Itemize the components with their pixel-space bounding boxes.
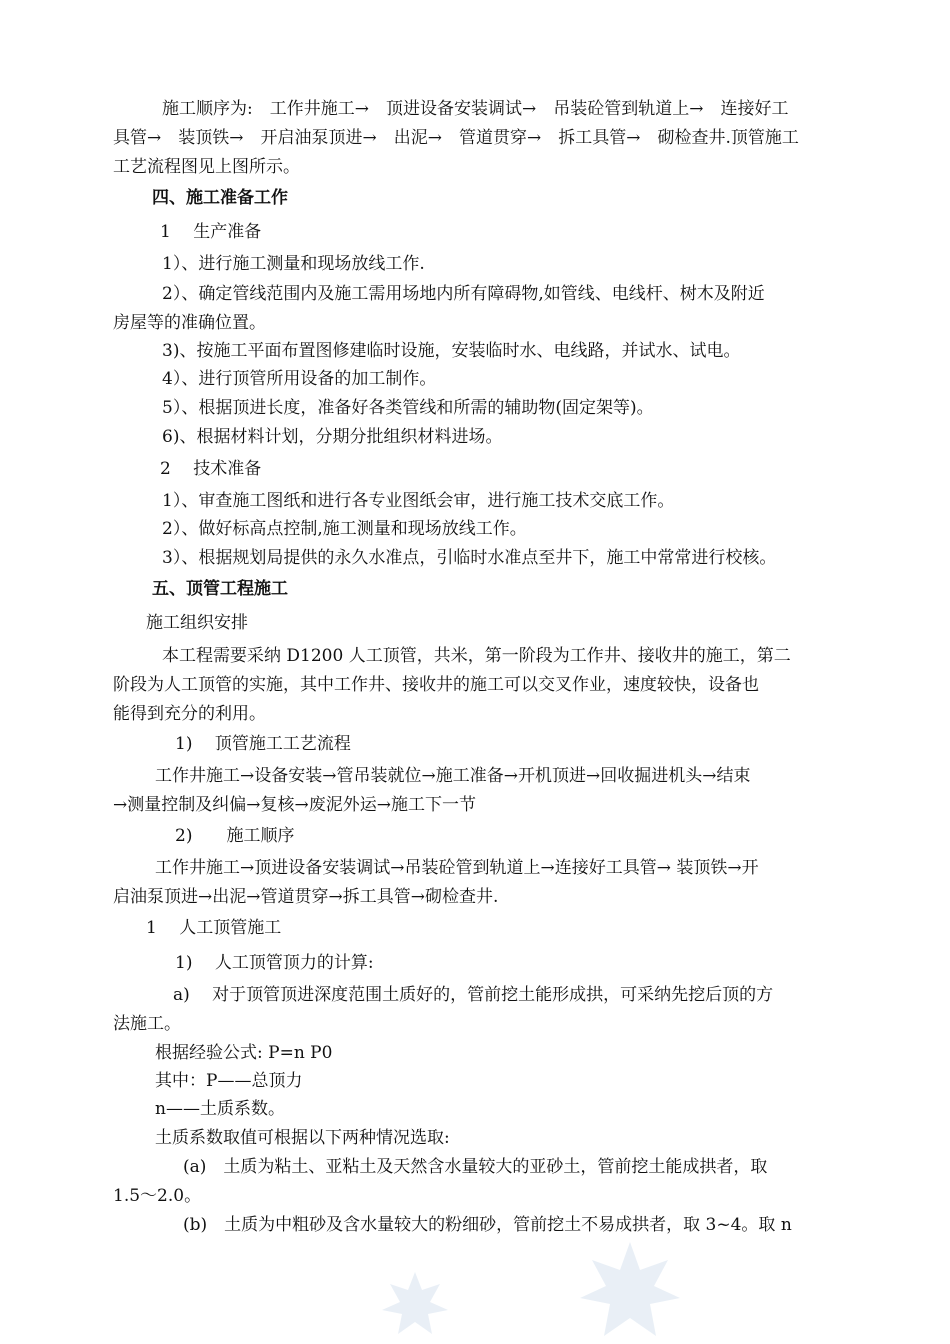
list-item: 6)、根据材料计划，分期分批组织材料进场。: [162, 427, 503, 447]
text-line: (b) 土质为中粗砂及含水量较大的粉细砂，管前挖土不易成拱者，取 3~4。取 n: [183, 1215, 792, 1235]
text-line: 本工程需要采纳 D1200 人工顶管，共米，第一阶段为工作井、接收井的施工，第二: [162, 646, 791, 666]
section-heading: 四、施工准备工作: [152, 188, 288, 208]
subsection-heading: 2) 施工顺序: [175, 826, 295, 846]
list-item: 2）、确定管线范围内及施工需用场地内所有障碍物,如管线、电线杆、树木及附近: [162, 284, 765, 304]
list-item: 1）、审查施工图纸和进行各专业图纸会审，进行施工技术交底工作。: [162, 491, 675, 511]
text-line: 具管→ 装顶铁→ 开启油泵顶进→ 出泥→ 管道贯穿→ 拆工具管→ 砌检查井.顶管施工: [113, 128, 799, 148]
text-line: 工艺流程图见上图所示。: [113, 157, 300, 177]
list-item: 3）、根据规划局提供的永久水准点，引临时水准点至井下，施工中常常进行校核。: [162, 548, 777, 568]
text-line: n——土质系数。: [155, 1099, 285, 1119]
subsection-heading: 施工组织安排: [146, 613, 248, 633]
formula-line: 根据经验公式: P=n P0: [155, 1043, 333, 1063]
list-item: 4）、进行顶管所用设备的加工制作。: [162, 369, 437, 389]
text-line: 1.5～2.0。: [113, 1186, 202, 1206]
list-item: 5）、根据顶进长度，准备好各类管线和所需的辅助物(固定架等)。: [162, 398, 654, 418]
subsection-heading: 2 技术准备: [160, 459, 262, 479]
text-line: →测量控制及纠偏→复核→废泥外运→施工下一节: [113, 795, 476, 815]
text-line: 法施工。: [113, 1014, 181, 1034]
text-line: a) 对于顶管顶进深度范围土质好的，管前挖土能形成拱，可采纳先挖后顶的方: [173, 985, 774, 1005]
text-line: 工作井施工→设备安装→管吊装就位→施工准备→开机顶进→回收掘进机头→结束: [155, 766, 751, 786]
subsection-heading: 1 生产准备: [160, 222, 262, 242]
watermark-icon: [578, 1240, 682, 1344]
text-line: 施工顺序为: 工作井施工→ 顶进设备安装调试→ 吊装砼管到轨道上→ 连接好工: [162, 99, 789, 119]
text-line: 能得到充分的利用。: [113, 704, 266, 724]
list-item: 3)、按施工平面布置图修建临时设施，安装临时水、电线路，并试水、试电。: [162, 341, 741, 361]
subsection-heading: 1) 顶管施工工艺流程: [175, 734, 351, 754]
section-heading: 五、顶管工程施工: [152, 579, 288, 599]
text-line: 启油泵顶进→出泥→管道贯穿→拆工具管→砌检查井.: [113, 887, 499, 907]
text-line: 阶段为人工顶管的实施，其中工作井、接收井的施工可以交叉作业，速度较快，设备也: [113, 675, 759, 695]
list-item: 1）、进行施工测量和现场放线工作.: [162, 254, 425, 274]
list-item: 2）、做好标高点控制,施工测量和现场放线工作。: [162, 519, 527, 539]
subsection-heading: 1 人工顶管施工: [146, 918, 282, 938]
text-line: 房屋等的准确位置。: [113, 313, 266, 333]
watermark-icon: [380, 1270, 450, 1340]
text-line: 其中：P——总顶力: [155, 1071, 303, 1091]
subsection-heading: 1) 人工顶管顶力的计算:: [175, 953, 374, 973]
text-line: 土质系数取值可根据以下两种情况选取:: [155, 1128, 450, 1148]
text-line: 工作井施工→顶进设备安装调试→吊装砼管到轨道上→连接好工具管→ 装顶铁→开: [155, 858, 759, 878]
text-line: (a) 土质为粘土、亚粘土及天然含水量较大的亚砂土，管前挖土能成拱者，取: [183, 1157, 768, 1177]
